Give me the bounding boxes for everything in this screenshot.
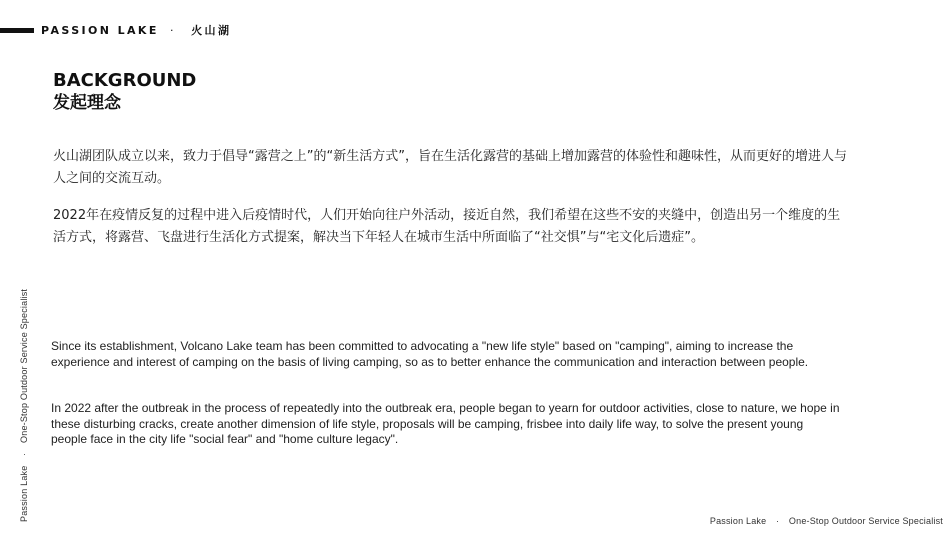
header-accent-bar (0, 28, 34, 33)
side-separator: · (19, 452, 29, 456)
paragraph-en-2: In 2022 after the outbreak in the process of repeatedly into the outbreak era, people began to yearn for outdoor activities, close to nature, we hope in these disturbing cracks, create another dimension of life style, proposals will be camping, frisbee into daily life way, to solve the present young people face in the city life "social fear" and "home culture legacy". (51, 401, 840, 446)
section-title-zh: 发起理念 (53, 93, 121, 113)
footer-separator: · (776, 516, 780, 526)
brand-name-zh: 火山湖 (191, 24, 232, 37)
paragraph-en-1: Since its establishment, Volcano Lake team has been committed to advocating a "new life style" based on "camping", aiming to increase the experience and interest of camping on the basis of living camping, so as to better enhance the communication and interaction between people. (51, 339, 809, 369)
side-tagline: One-Stop Outdoor Service Specialist (19, 288, 29, 443)
side-brand: Passion Lake (19, 465, 29, 522)
section-title-en: BACKGROUND (53, 70, 197, 91)
footer-tagline: One-Stop Outdoor Service Specialist (788, 516, 943, 526)
footer (710, 516, 943, 526)
paragraph-zh-1: 火山湖团队成立以来，致力于倡导“露营之上”的“新生活方式”，旨在生活化露营的基础上增加露营的体验性和趣味性，从而更好的增进人与人之间的交流互动。 (53, 149, 847, 186)
vertical-side-label (19, 289, 29, 522)
brand-separator: · (170, 24, 176, 37)
brand-header (41, 22, 231, 38)
paragraph-zh-2: 2022年在疫情反复的过程中进入后疫情时代，人们开始向往户外活动，接近自然，我们希望在这些不安的夹缝中，创造出另一个维度的生活方式，将露营、飞盘进行生活化方式提案，解决当下年轻人在城市生活中所面临了“社交惧”与“宅文化后遗症”。 (53, 208, 841, 245)
footer-brand: Passion Lake (709, 516, 767, 526)
brand-name-en: PASSION LAKE (41, 24, 159, 37)
